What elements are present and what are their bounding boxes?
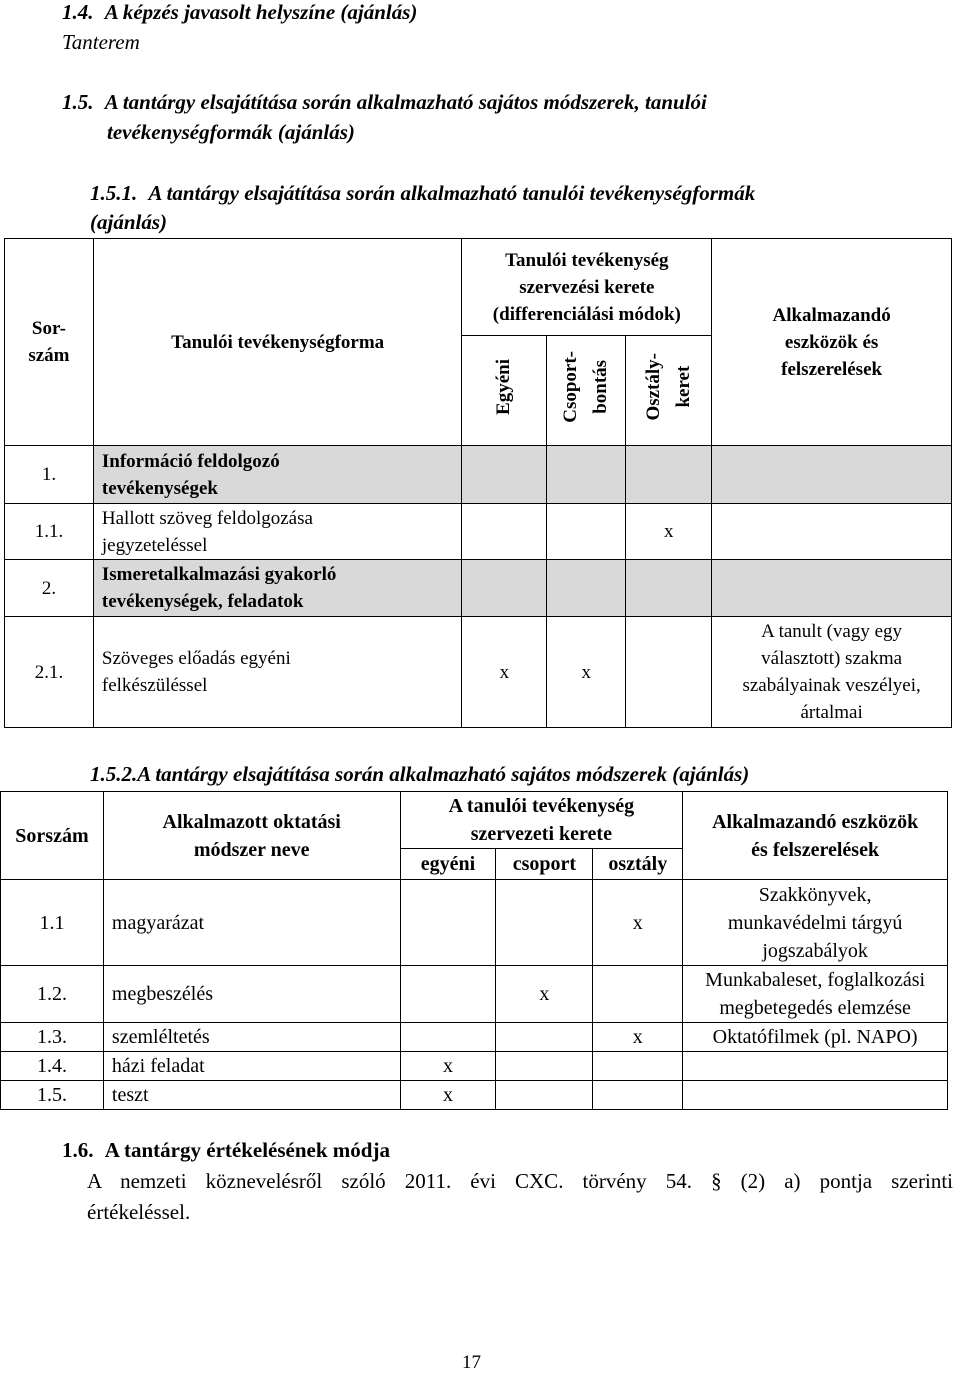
table-row: 1.3. szemléltetés x Oktatófilmek (pl. NAPO)	[1, 1023, 948, 1052]
header-sorszam: Sorszám	[1, 792, 104, 880]
header-method: Alkalmazott oktatási módszer neve	[103, 792, 400, 880]
row-method: szemléltetés	[103, 1023, 400, 1052]
row-mark-individual: x	[462, 617, 547, 728]
row-method: házi feladat	[103, 1052, 400, 1081]
section-title: A tantárgy értékelésének módja	[104, 1138, 390, 1162]
row-number: 1.1	[1, 880, 104, 966]
header-class: osztály	[593, 849, 683, 880]
section-1-5-1-heading-cont: (ajánlás)	[90, 210, 168, 234]
table-row: 1.5. teszt x	[1, 1081, 948, 1110]
section-1-5-2-heading	[90, 760, 749, 789]
section-number: 1.5.2.	[90, 762, 138, 786]
section-1-6-body-line1: A nemzeti köznevelésről szóló 2011. évi CXC. törvény 54. § (2) a) pontja szerinti	[87, 1169, 953, 1193]
row-tools: Munkabaleset, foglalkozási megbetegedés elemzése	[683, 966, 948, 1023]
section-title: A tantárgy elsajátítása során alkalmazható tanulói tevékenységformák	[148, 181, 756, 205]
row-number: 2.1.	[5, 617, 94, 728]
row-activity: Szöveges előadás egyéni felkészüléssel	[93, 617, 462, 728]
header-organization: A tanulói tevékenység szervezeti kerete	[400, 792, 683, 849]
header-tools: Alkalmazandó eszközök és felszerelések	[712, 239, 952, 446]
row-tools: A tanult (vagy egy választott) szakma szabályainak veszélyei, ártalmai	[712, 617, 952, 728]
section-1-5-1-heading	[90, 179, 755, 208]
header-organization: Tanulói tevékenység szervezési kerete (differenciálási módok)	[462, 239, 712, 336]
header-individual: egyéni	[400, 849, 496, 880]
header-class: Osztály- keret	[626, 336, 712, 446]
section-1-5-heading-cont: tevékenységformák (ajánlás)	[107, 120, 355, 144]
table-row	[5, 446, 952, 504]
row-method: magyarázat	[103, 880, 400, 966]
table-row	[5, 617, 952, 728]
section-1-4-heading	[62, 0, 417, 27]
table-row	[5, 504, 952, 560]
row-activity: Ismeretalkalmazási gyakorló tevékenységek, feladatok	[93, 560, 462, 617]
section-1-5-heading	[62, 88, 707, 117]
section-title: A tantárgy elsajátítása során alkalmazható sajátos módszerek, tanulói	[104, 90, 707, 114]
table-row: 1.1 magyarázat x Szakkönyvek, munkavédelmi tárgyú jogszabályok	[1, 880, 948, 966]
row-mark-group: x	[547, 617, 626, 728]
section-number: 1.5.	[62, 90, 94, 114]
row-activity: Hallott szöveg feldolgozása jegyzeteléssel	[93, 504, 462, 560]
section-title: A tantárgy elsajátítása során alkalmazható sajátos módszerek (ajánlás)	[137, 762, 750, 786]
methods-table	[0, 791, 948, 1110]
row-number: 1.	[5, 446, 94, 504]
row-tools: Szakkönyvek, munkavédelmi tárgyú jogszabályok	[683, 880, 948, 966]
section-1-6-body-line2: értékeléssel.	[87, 1200, 191, 1224]
row-method: teszt	[103, 1081, 400, 1110]
header-group: Csoport- bontás	[547, 336, 626, 446]
section-number: 1.5.1.	[90, 181, 138, 205]
row-method: megbeszélés	[103, 966, 400, 1023]
header-tools: Alkalmazandó eszközök és felszerelések	[683, 792, 948, 880]
table-row: 1.2. megbeszélés x Munkabaleset, foglalkozási megbetegedés elemzése	[1, 966, 948, 1023]
row-number: 1.1.	[5, 504, 94, 560]
table-row	[5, 560, 952, 617]
row-number: 2.	[5, 560, 94, 617]
header-activity-form: Tanulói tevékenységforma	[93, 239, 462, 446]
table-row: 1.4. házi feladat x	[1, 1052, 948, 1081]
header-group: csoport	[496, 849, 593, 880]
row-activity: Információ feldolgozó tevékenységek	[93, 446, 462, 504]
section-1-4-body: Tanterem	[62, 30, 140, 54]
row-number: 1.4.	[1, 1052, 104, 1081]
section-number: 1.4.	[62, 0, 94, 24]
page-number: 17	[462, 1352, 481, 1373]
section-number: 1.6.	[62, 1138, 94, 1162]
activity-forms-table	[4, 238, 952, 728]
row-tools: Oktatófilmek (pl. NAPO)	[683, 1023, 948, 1052]
row-number: 1.3.	[1, 1023, 104, 1052]
section-title: A képzés javasolt helyszíne (ajánlás)	[104, 0, 418, 24]
row-number: 1.5.	[1, 1081, 104, 1110]
row-number: 1.2.	[1, 966, 104, 1023]
row-mark-class: x	[626, 504, 712, 560]
header-sorszam: Sor- szám	[5, 239, 94, 446]
section-1-6-heading	[62, 1136, 390, 1165]
header-individual: Egyéni	[462, 336, 547, 446]
